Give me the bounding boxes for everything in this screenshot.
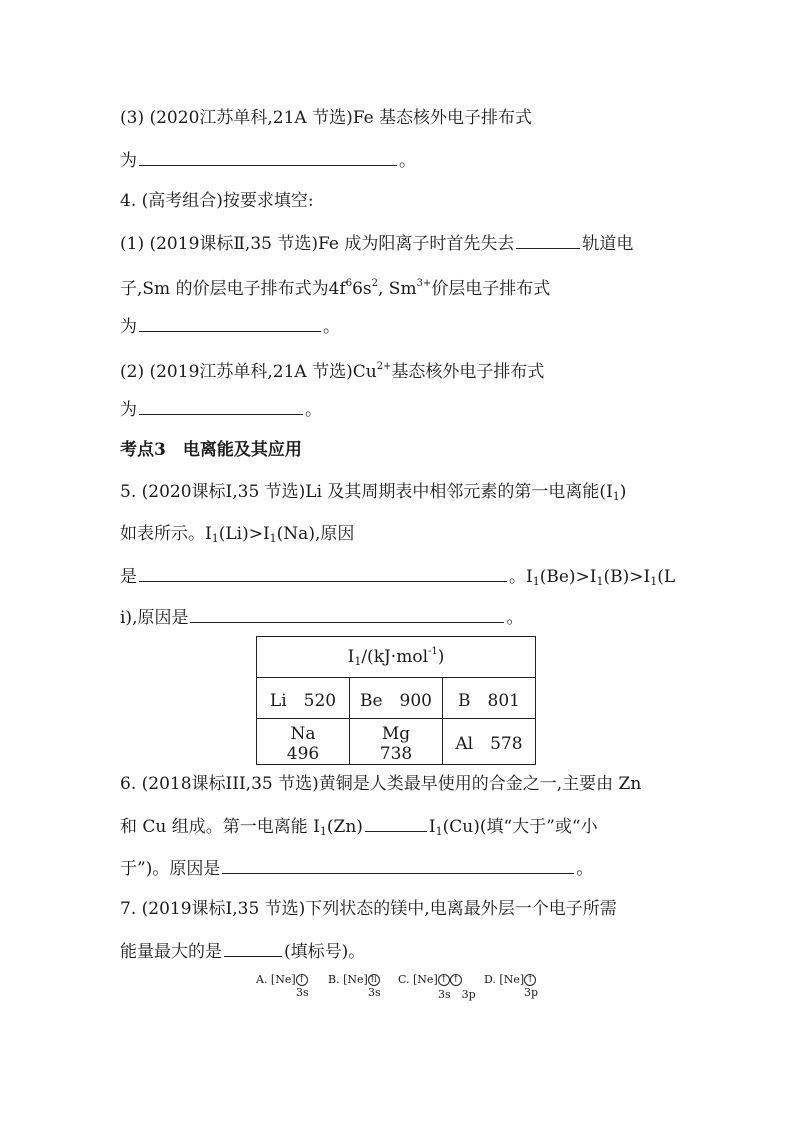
table-row [257, 719, 536, 765]
q7-line2: 能量最大的是 (填标号)。 [120, 942, 366, 962]
q4-part1-line1: (1) (2019课标Ⅱ,35 节选)Fe 成为阳离子时首先失去 轨道电 [120, 234, 634, 254]
answer-blank[interactable] [139, 149, 397, 166]
q3-part3-line2: 为 。 [120, 151, 416, 171]
answer-blank[interactable] [190, 606, 504, 623]
orbital-icon: ↑ [524, 974, 536, 986]
answer-blank[interactable] [365, 815, 427, 832]
orbital-icon: ⇅ [368, 974, 380, 986]
q5-line4: i),原因是 。 [120, 608, 524, 628]
q7-line1: 7. (2019课标Ⅰ,35 节选)下列状态的镁中,电离最外层一个电子所需 [120, 899, 617, 919]
q4-part2-line2: 为 。 [120, 400, 322, 420]
orbital-icon: ↑ [438, 974, 450, 986]
table-row [257, 678, 536, 719]
q6-line3: 于”)。原因是 。 [120, 859, 594, 879]
table-header: $I_1/(kJ\cdot mol^{-1})$ [257, 637, 536, 678]
q6-line1: 6. (2018课标III,35 节选)黄铜是人类最早使用的合金之一,主要由 Zn [120, 774, 642, 794]
answer-blank[interactable] [139, 315, 321, 332]
option-c: C. [Ne] ↑ ↑ 3s 3p [398, 973, 476, 1001]
table-header-row [257, 637, 536, 678]
option-a: A. [Ne] ↑ 3s [256, 973, 309, 999]
option-b: B. [Ne] ⇅ 3s [328, 973, 381, 999]
table-cell: Na 496 [257, 719, 350, 765]
q5-line1: 5. (2020课标Ⅰ,35 节选)Li 及其周期表中相邻元素的第一电离能$(I_1)$ [120, 482, 627, 503]
answer-blank[interactable] [139, 565, 507, 582]
q5-line3: 是 。$I_1(Be)>I_1(B)>I_1(L$ [120, 567, 676, 588]
answer-blank[interactable] [516, 232, 580, 249]
table-cell: Li 520 [257, 678, 350, 719]
orbital-icon: ↑ [296, 974, 308, 986]
table-cell: Al 578 [443, 719, 536, 765]
table-cell: Be 900 [350, 678, 443, 719]
ionization-energy-table [256, 636, 536, 765]
q6-line2: 和 Cu 组成。第一电离能 $I_1(Zn)$ $I_1(Cu)$(填“大于”或“小 [120, 817, 598, 838]
table-cell: Mg 738 [350, 719, 443, 765]
q4-title: 4. (高考组合)按要求填空: [120, 191, 314, 211]
q3-part3-line1: (3) (2020江苏单科,21A 节选)Fe 基态核外电子排布式 [120, 108, 533, 128]
option-d: D. [Ne] ↑ 3p [484, 973, 539, 999]
q4-part1-line3: 为 。 [120, 317, 340, 337]
q4-part1-line2: 子,Sm 的价层电子排布式为$4f^66s^2$, $Sm^{3+}$价层电子排布式 [120, 278, 551, 299]
q5-line2: 如表所示。$I_1(Li)>I_1(Na)$,原因 [120, 524, 355, 545]
table-cell: B 801 [443, 678, 536, 719]
answer-blank[interactable] [224, 940, 282, 957]
section-heading: 考点3 电离能及其应用 [120, 440, 302, 460]
orbital-icon: ↑ [450, 974, 462, 986]
answer-blank[interactable] [139, 398, 303, 415]
answer-blank[interactable] [222, 857, 574, 874]
q4-part2-line1: (2) (2019江苏单科,21A 节选)$Cu^{2+}$基态核外电子排布式 [120, 361, 545, 382]
